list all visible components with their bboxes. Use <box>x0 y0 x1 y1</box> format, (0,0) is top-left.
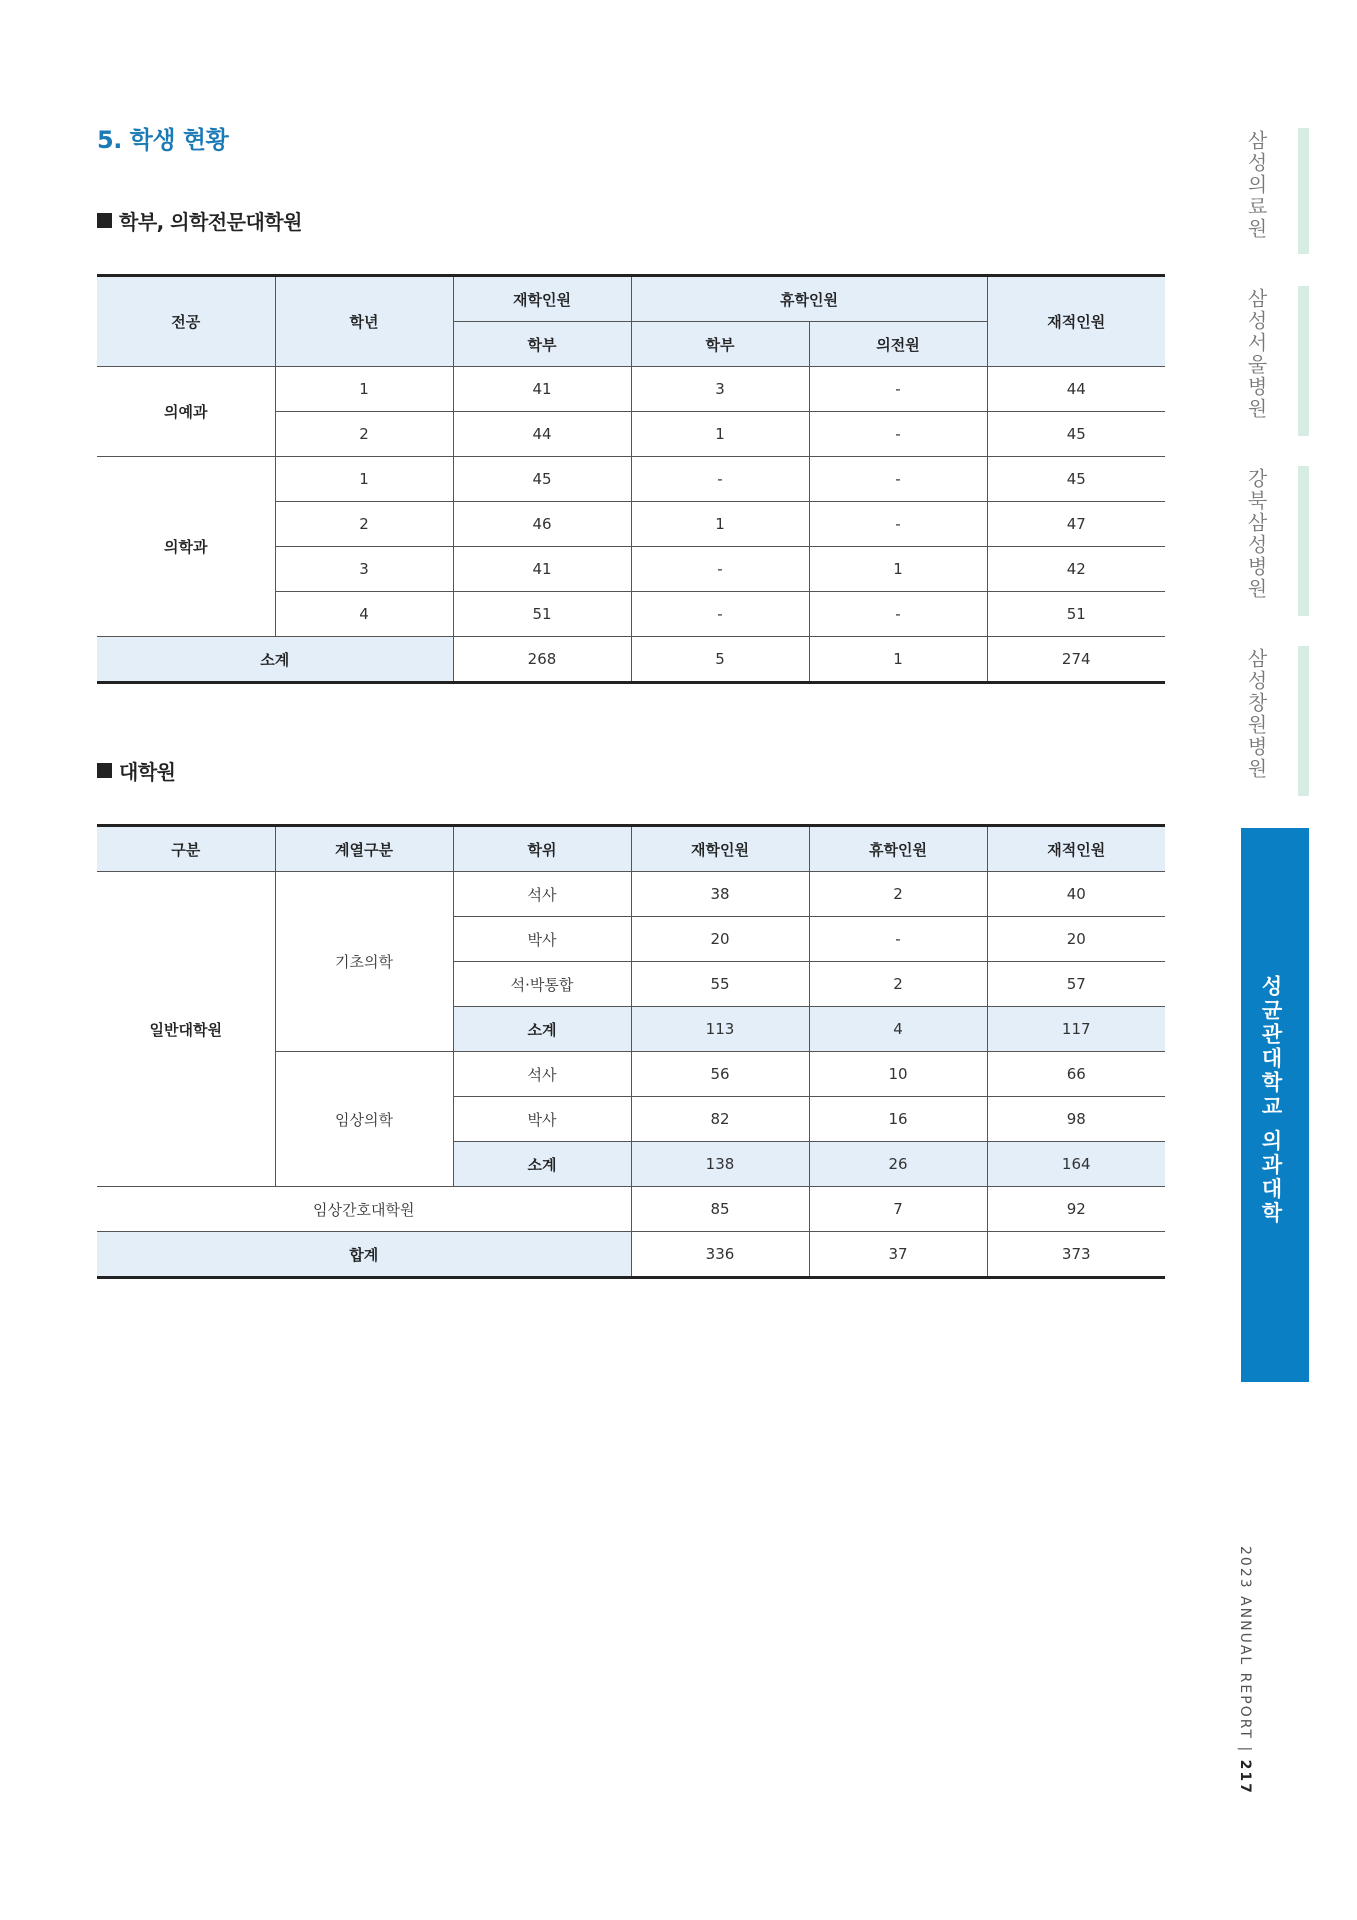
side-tab-samsung-changwon-hospital[interactable]: 삼성창원병원 <box>1244 648 1268 780</box>
major-cell: 의학과 <box>97 457 275 637</box>
cell: 85 <box>631 1187 809 1232</box>
table-row <box>97 872 1165 917</box>
side-tab-bar <box>1298 128 1309 254</box>
cell: 92 <box>987 1187 1165 1232</box>
header-row <box>97 826 1165 872</box>
cell: 1 <box>631 502 809 547</box>
section-title: 5. 학생 현황 <box>97 126 229 154</box>
side-tab-bar <box>1298 286 1309 436</box>
cell: 46 <box>453 502 631 547</box>
side-tab-bar <box>1298 646 1309 796</box>
cell: 3 <box>631 367 809 412</box>
cell: 98 <box>987 1097 1165 1142</box>
cell: 2 <box>275 412 453 457</box>
subtotal-label: 소계 <box>453 1142 631 1187</box>
header-leave: 휴학인원 <box>809 826 987 872</box>
undergrad-subtitle-text: 학부, 의학전문대학원 <box>119 210 302 234</box>
field-cell: 임상의학 <box>275 1052 453 1187</box>
table-row <box>97 1187 1165 1232</box>
graduate-subtitle <box>97 756 175 785</box>
cell: 44 <box>987 367 1165 412</box>
table-row <box>97 367 1165 412</box>
cell: 56 <box>631 1052 809 1097</box>
report-name: 2023 ANNUAL REPORT <box>1237 1546 1253 1740</box>
cell: 274 <box>987 637 1165 683</box>
cell: 38 <box>631 872 809 917</box>
cell: 55 <box>631 962 809 1007</box>
header-registered: 재적인원 <box>987 276 1165 367</box>
side-tab-kangbuk-samsung-hospital[interactable]: 강북삼성병원 <box>1244 468 1268 600</box>
active-tab-label: 성균관대학교 의과대학 <box>1259 975 1283 1226</box>
cell: 박사 <box>453 917 631 962</box>
header-enrolled: 재학인원 <box>631 826 809 872</box>
cell: 16 <box>809 1097 987 1142</box>
header-leave: 휴학인원 <box>631 276 987 322</box>
cell: - <box>809 412 987 457</box>
cell: 20 <box>631 917 809 962</box>
cell: 4 <box>275 592 453 637</box>
cell: 2 <box>275 502 453 547</box>
cell: 164 <box>987 1142 1165 1187</box>
cell: 20 <box>987 917 1165 962</box>
total-label: 합계 <box>97 1232 631 1278</box>
cell: 석·박통합 <box>453 962 631 1007</box>
side-tab-samsung-seoul-hospital[interactable]: 삼성서울병원 <box>1244 288 1268 420</box>
cell: - <box>809 457 987 502</box>
cell: 138 <box>631 1142 809 1187</box>
page-number: 217 <box>1237 1759 1253 1795</box>
cell: 10 <box>809 1052 987 1097</box>
header-registered: 재적인원 <box>987 826 1165 872</box>
cell: 41 <box>453 547 631 592</box>
cell: 2 <box>809 962 987 1007</box>
undergrad-table <box>97 274 1165 684</box>
cell: 44 <box>453 412 631 457</box>
cell: 45 <box>987 457 1165 502</box>
footer-separator: | <box>1237 1746 1253 1754</box>
header-field: 계열구분 <box>275 826 453 872</box>
cell: 7 <box>809 1187 987 1232</box>
header-degree: 학위 <box>453 826 631 872</box>
cell: 41 <box>453 367 631 412</box>
cell: - <box>809 917 987 962</box>
header-enrolled: 재학인원 <box>453 276 631 322</box>
cell: 66 <box>987 1052 1165 1097</box>
cell: 42 <box>987 547 1165 592</box>
cell: 82 <box>631 1097 809 1142</box>
cell: - <box>631 547 809 592</box>
cell: 37 <box>809 1232 987 1278</box>
cell: 45 <box>453 457 631 502</box>
side-tab-samsung-medical-center[interactable]: 삼성의료원 <box>1244 130 1268 240</box>
division-cell: 일반대학원 <box>97 872 275 1187</box>
cell: 1 <box>631 412 809 457</box>
header-row <box>97 276 1165 322</box>
cell: - <box>809 592 987 637</box>
total-row <box>97 1232 1165 1278</box>
major-cell: 의예과 <box>97 367 275 457</box>
cell: - <box>631 457 809 502</box>
cell: 1 <box>809 637 987 683</box>
cell: 3 <box>275 547 453 592</box>
cell: 47 <box>987 502 1165 547</box>
header-leave-undergrad: 학부 <box>631 322 809 367</box>
header-major: 전공 <box>97 276 275 367</box>
header-leave-med-school: 의전원 <box>809 322 987 367</box>
undergrad-subtitle <box>97 206 302 235</box>
square-bullet-icon <box>97 763 112 778</box>
header-enrolled-undergrad: 학부 <box>453 322 631 367</box>
cell: 26 <box>809 1142 987 1187</box>
table-row <box>97 457 1165 502</box>
cell: 336 <box>631 1232 809 1278</box>
subtotal-row <box>97 637 1165 683</box>
cell: 51 <box>987 592 1165 637</box>
footer <box>1237 1546 1253 1795</box>
subtotal-label: 소계 <box>97 637 453 683</box>
cell: 5 <box>631 637 809 683</box>
cell: 1 <box>275 457 453 502</box>
cell: 40 <box>987 872 1165 917</box>
cell: 45 <box>987 412 1165 457</box>
cell: 113 <box>631 1007 809 1052</box>
graduate-subtitle-text: 대학원 <box>119 760 176 784</box>
header-division: 구분 <box>97 826 275 872</box>
cell: 268 <box>453 637 631 683</box>
graduate-table <box>97 824 1165 1279</box>
cell: - <box>809 502 987 547</box>
cell: 2 <box>809 872 987 917</box>
header-year: 학년 <box>275 276 453 367</box>
cell: 57 <box>987 962 1165 1007</box>
cell: - <box>631 592 809 637</box>
cell: 석사 <box>453 1052 631 1097</box>
subtotal-label: 소계 <box>453 1007 631 1052</box>
cell: 석사 <box>453 872 631 917</box>
cell: 51 <box>453 592 631 637</box>
cell: 4 <box>809 1007 987 1052</box>
side-tab-bar <box>1298 466 1309 616</box>
nursing-label: 임상간호대학원 <box>97 1187 631 1232</box>
cell: 373 <box>987 1232 1165 1278</box>
cell: 박사 <box>453 1097 631 1142</box>
cell: 1 <box>809 547 987 592</box>
cell: - <box>809 367 987 412</box>
square-bullet-icon <box>97 213 112 228</box>
cell: 1 <box>275 367 453 412</box>
cell: 117 <box>987 1007 1165 1052</box>
field-cell: 기초의학 <box>275 872 453 1052</box>
